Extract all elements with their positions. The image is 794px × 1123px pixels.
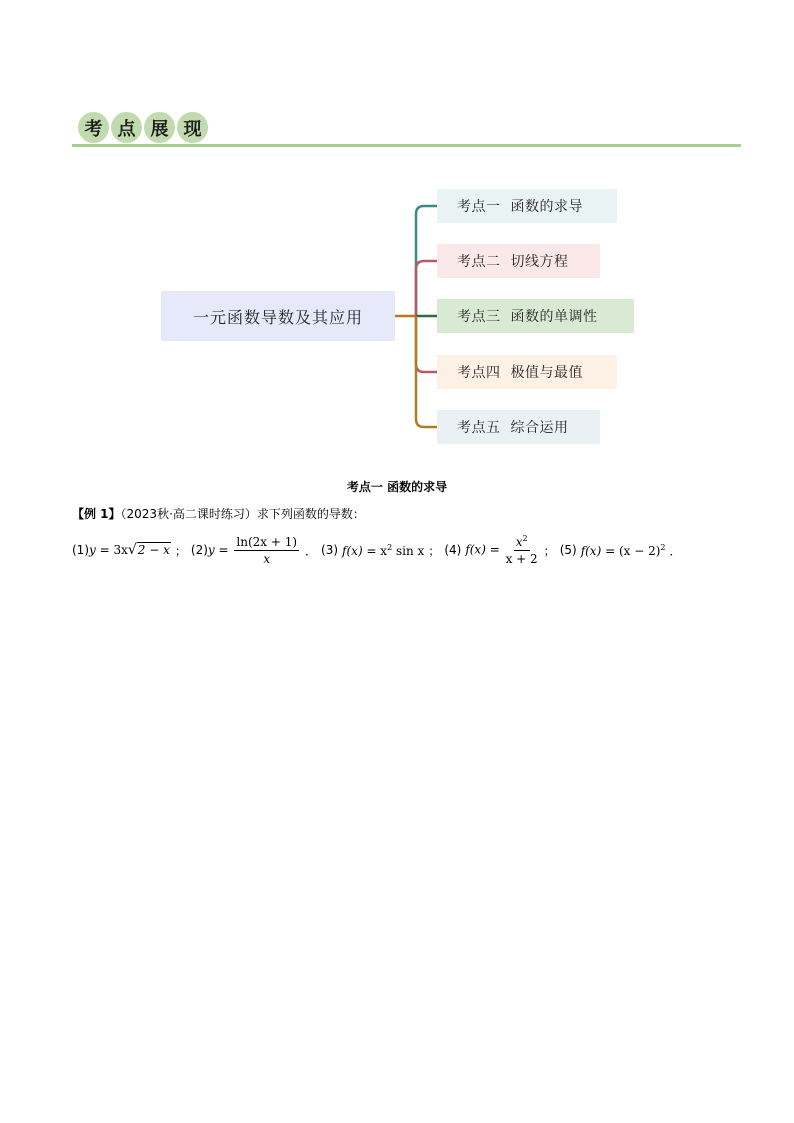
branch-topic-2 (437, 244, 600, 278)
branch-connector-4 (416, 316, 437, 372)
separator: ； (543, 543, 556, 558)
end-mark: ． (669, 543, 682, 558)
header-char: 点 (111, 112, 142, 143)
branch-number: 考点三 (457, 309, 501, 325)
branch-connector-2 (416, 261, 437, 316)
header-char: 现 (177, 112, 208, 143)
branch-label: 函数的单调性 (510, 309, 598, 325)
branch-topic-3 (437, 299, 634, 333)
part-label: (2) (190, 543, 208, 557)
example-source: （2023秋·高二课时练习） (120, 507, 257, 521)
branch-number: 考点二 (457, 254, 501, 270)
formula-list (72, 530, 682, 570)
branch-label: 切线方程 (510, 254, 569, 270)
separator: ； (174, 543, 187, 558)
formula-1: y = 3x√2 − x (89, 542, 170, 558)
branch-topic-1 (437, 189, 617, 223)
header-char: 考 (78, 112, 109, 143)
branch-label: 极值与最值 (510, 365, 583, 381)
example-question: 求下列函数的导数： (256, 507, 365, 521)
mind-map-connectors (0, 0, 794, 460)
formula-2: y = $\frac{\ln(2x + 1)}{x}$ (207, 534, 298, 566)
part-label: (5) (559, 543, 577, 557)
part-label: (1) (72, 543, 89, 557)
example-tag: 【例 1】 (72, 507, 121, 521)
central-topic: 一元函数导数及其应用 (161, 291, 395, 341)
mind-map (0, 0, 794, 460)
section-title: 考点一 函数的求导 (346, 480, 448, 494)
branch-number: 考点四 (457, 365, 501, 381)
formula-3: $f(x) = x^2$ sin x (342, 542, 425, 558)
example-prompt (72, 505, 365, 522)
separator: ． (305, 543, 318, 558)
part-label: (3) (321, 543, 339, 557)
header-char: 展 (144, 112, 175, 143)
branch-label: 综合运用 (510, 420, 569, 436)
branch-topic-5 (437, 410, 600, 444)
part-label: (4) (444, 543, 462, 557)
separator: ； (428, 543, 441, 558)
branch-number: 考点一 (457, 199, 501, 215)
formula-5: $f(x) = (x - 2)^2$ (580, 542, 666, 558)
branch-number: 考点五 (457, 420, 501, 436)
branch-topic-4 (437, 355, 617, 389)
branch-label: 函数的求导 (510, 199, 583, 215)
formula-4: f(x) = $\frac{x^2}{x + 2}$ (465, 534, 538, 566)
